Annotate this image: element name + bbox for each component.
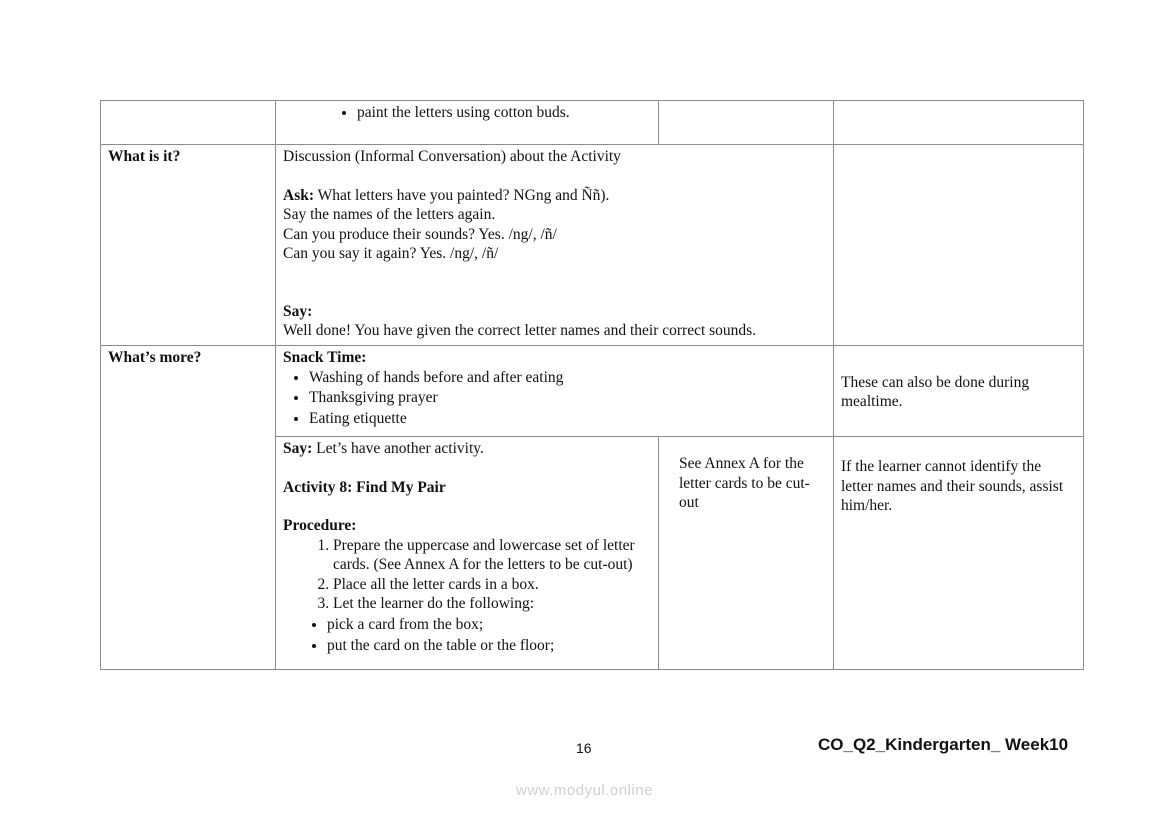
activity-title: Activity 8: Find My Pair: [283, 478, 446, 496]
list-item: • put the card on the table or the floor;: [327, 635, 651, 656]
activity-cell: [276, 437, 659, 670]
table-row: [101, 101, 1084, 145]
ask-label: Ask:: [283, 186, 315, 204]
say-text: Well done! You have given the correct letter names and their correct sounds.: [283, 322, 757, 339]
say-label: Say:: [283, 302, 313, 320]
remarks-cell: If the learner cannot identify the letter names and their sounds, assist him/her.: [834, 437, 1084, 670]
watermark: www.modyul.online: [516, 782, 653, 799]
snack-cell: [276, 346, 834, 437]
phase-label: What’s more?: [101, 346, 276, 670]
say-line: [283, 439, 651, 459]
materials-cell: See Annex A for the letter cards to be cut-out: [659, 437, 834, 670]
list-item: • Washing of hands before and after eating: [309, 368, 826, 389]
document-code: CO_Q2_Kindergarten_ Week10: [818, 735, 1069, 754]
procedure-title: Procedure:: [283, 517, 357, 534]
list-item: • Eating etiquette: [309, 409, 826, 430]
ask-line: [283, 186, 826, 206]
discussion-cell: [276, 145, 834, 346]
discussion-intro: Discussion (Informal Conversation) about the Activity: [283, 148, 621, 165]
say-label: Say:: [283, 440, 313, 457]
discussion-line: Can you say it again? Yes. /ng/, /ñ/: [283, 245, 499, 262]
procedure-step: 2. Place all the letter cards in a box.: [333, 575, 651, 595]
table-row: [101, 346, 1084, 437]
say-text: Let’s have another activity.: [312, 440, 484, 457]
instruction-cell: [276, 101, 659, 145]
lesson-table: [100, 100, 1084, 670]
remarks-cell: [834, 145, 1084, 346]
discussion-line: Can you produce their sounds? Yes. /ng/, /ñ/: [283, 225, 557, 243]
procedure-step: [327, 594, 651, 656]
page-number: 16: [576, 740, 592, 756]
materials-cell: [659, 101, 834, 145]
phase-label: What is it?: [101, 145, 276, 346]
list-item: • paint the letters using cotton buds.: [357, 103, 651, 123]
empty-cell: [101, 101, 276, 145]
discussion-line: Say the names of the letters again.: [283, 206, 496, 223]
snack-title: Snack Time:: [283, 349, 367, 366]
procedure-step-text: Let the learner do the following:: [333, 595, 535, 612]
ask-text: What letters have you painted? NGng and Ññ).: [314, 186, 610, 204]
remarks-cell: [834, 101, 1084, 145]
snack-note: These can also be done during mealtime.: [834, 346, 1084, 437]
list-item: • pick a card from the box;: [327, 614, 651, 635]
list-item: • Thanksgiving prayer: [309, 388, 826, 409]
table-row: [101, 145, 1084, 346]
procedure-step: 1. Prepare the uppercase and lowercase set of letter cards. (See Annex A for the letters to be cut-out): [333, 536, 651, 575]
